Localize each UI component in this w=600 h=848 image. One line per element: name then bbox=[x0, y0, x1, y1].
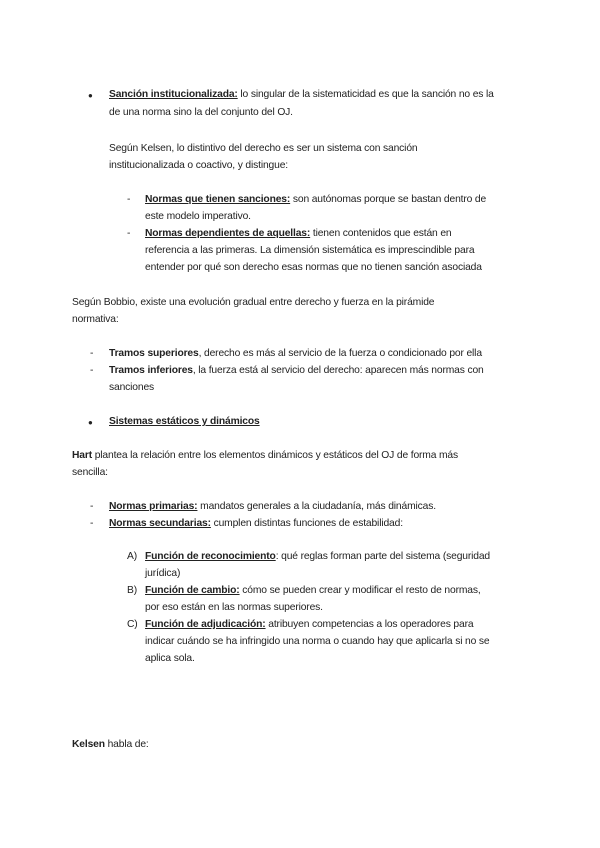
bobbio-item-1 bbox=[109, 345, 482, 362]
bullet-icon: ● bbox=[88, 418, 93, 427]
function-a-text: : qué reglas forman parte del sistema (seguridad bbox=[275, 551, 491, 562]
dash-marker: - bbox=[90, 365, 94, 376]
bobbio-item-1-text: , derecho es más al servicio de la fuerza o condicionado por ella bbox=[198, 348, 482, 359]
sistemas-heading bbox=[109, 413, 260, 430]
bullet-icon: ● bbox=[88, 91, 93, 100]
dash-marker: - bbox=[127, 228, 131, 239]
sancion-text-2: de una norma sino la del conjunto del OJ. bbox=[109, 107, 293, 118]
hart-item-2 bbox=[109, 515, 403, 532]
bobbio-item-2-line-1 bbox=[109, 362, 484, 379]
sistemas-term: Sistemas estáticos y dinámicos bbox=[109, 416, 260, 427]
hart-item-1-term: Normas primarias: bbox=[109, 501, 198, 512]
dash-marker: - bbox=[90, 348, 94, 359]
kelsen-item-2-line-3: entender por qué son derecho esas normas que no tienen sanción asociada bbox=[145, 262, 482, 273]
kelsen-final-term: Kelsen bbox=[72, 739, 105, 750]
function-b-line-1 bbox=[145, 582, 481, 599]
kelsen-intro-line-1: Según Kelsen, lo distintivo del derecho es ser un sistema con sanción bbox=[109, 143, 418, 154]
hart-item-2-text: cumplen distintas funciones de estabilidad: bbox=[210, 518, 403, 529]
function-c-line-2: indicar cuándo se ha infringido una norma o cuando hay que aplicarla si no se bbox=[145, 636, 490, 647]
bobbio-item-1-term: Tramos superiores bbox=[109, 348, 199, 359]
function-b-line-2: por eso están en las normas superiores. bbox=[145, 602, 323, 613]
kelsen-item-2-line-2: referencia a las primeras. La dimensión sistemática es imprescindible para bbox=[145, 245, 475, 256]
hart-line-1 bbox=[72, 447, 458, 464]
kelsen-item-2-term: Normas dependientes de aquellas: bbox=[145, 228, 311, 239]
bobbio-line-2: normativa: bbox=[72, 314, 119, 325]
kelsen-final-text: habla de: bbox=[104, 739, 149, 750]
function-a-line-1 bbox=[145, 548, 490, 565]
bobbio-item-2-term: Tramos inferiores bbox=[109, 365, 193, 376]
function-a-marker: A) bbox=[127, 551, 137, 562]
hart-text-1: plantea la relación entre los elementos dinámicos y estáticos del OJ de forma más bbox=[92, 450, 459, 461]
function-c-term: Función de adjudicación: bbox=[145, 619, 266, 630]
function-c-text: atribuyen competencias a los operadores para bbox=[265, 619, 474, 630]
function-c-marker: C) bbox=[127, 619, 138, 630]
hart-term: Hart bbox=[72, 450, 92, 461]
dash-marker: - bbox=[90, 518, 94, 529]
function-a-line-2: jurídica) bbox=[145, 568, 181, 579]
sancion-term: Sanción institucionalizada: bbox=[109, 89, 238, 100]
dash-marker: - bbox=[90, 501, 94, 512]
kelsen-item-1-text: son autónomas porque se bastan dentro de bbox=[290, 194, 487, 205]
kelsen-item-2-text: tienen contenidos que están en bbox=[310, 228, 452, 239]
sancion-line-1 bbox=[109, 86, 494, 103]
kelsen-intro-line-2: institucionalizada o coactivo, y distingue: bbox=[109, 160, 288, 171]
kelsen-final bbox=[72, 736, 149, 753]
hart-item-2-term: Normas secundarias: bbox=[109, 518, 211, 529]
bobbio-line-1: Según Bobbio, existe una evolución gradual entre derecho y fuerza en la pirámide bbox=[72, 297, 435, 308]
bobbio-item-2-text: , la fuerza está al servicio del derecho: aparecen más normas con bbox=[192, 365, 484, 376]
kelsen-item-1-line-2: este modelo imperativo. bbox=[145, 211, 251, 222]
bobbio-item-2-line-2: sanciones bbox=[109, 382, 155, 393]
function-b-marker: B) bbox=[127, 585, 137, 596]
hart-line-2: sencilla: bbox=[72, 467, 108, 478]
function-a-term: Función de reconocimiento bbox=[145, 551, 276, 562]
function-b-term: Función de cambio: bbox=[145, 585, 240, 596]
function-b-text: cómo se pueden crear y modificar el resto de normas, bbox=[239, 585, 481, 596]
function-c-line-3: aplica sola. bbox=[145, 653, 195, 664]
kelsen-item-1-line-1 bbox=[145, 191, 486, 208]
sancion-text-1: lo singular de la sistematicidad es que la sanción no es la bbox=[237, 89, 494, 100]
dash-marker: - bbox=[127, 194, 131, 205]
hart-item-1 bbox=[109, 498, 436, 515]
kelsen-item-2-line-1 bbox=[145, 225, 452, 242]
kelsen-item-1-term: Normas que tienen sanciones: bbox=[145, 194, 291, 205]
hart-item-1-text: mandatos generales a la ciudadanía, más dinámicas. bbox=[197, 501, 436, 512]
function-c-line-1 bbox=[145, 616, 473, 633]
